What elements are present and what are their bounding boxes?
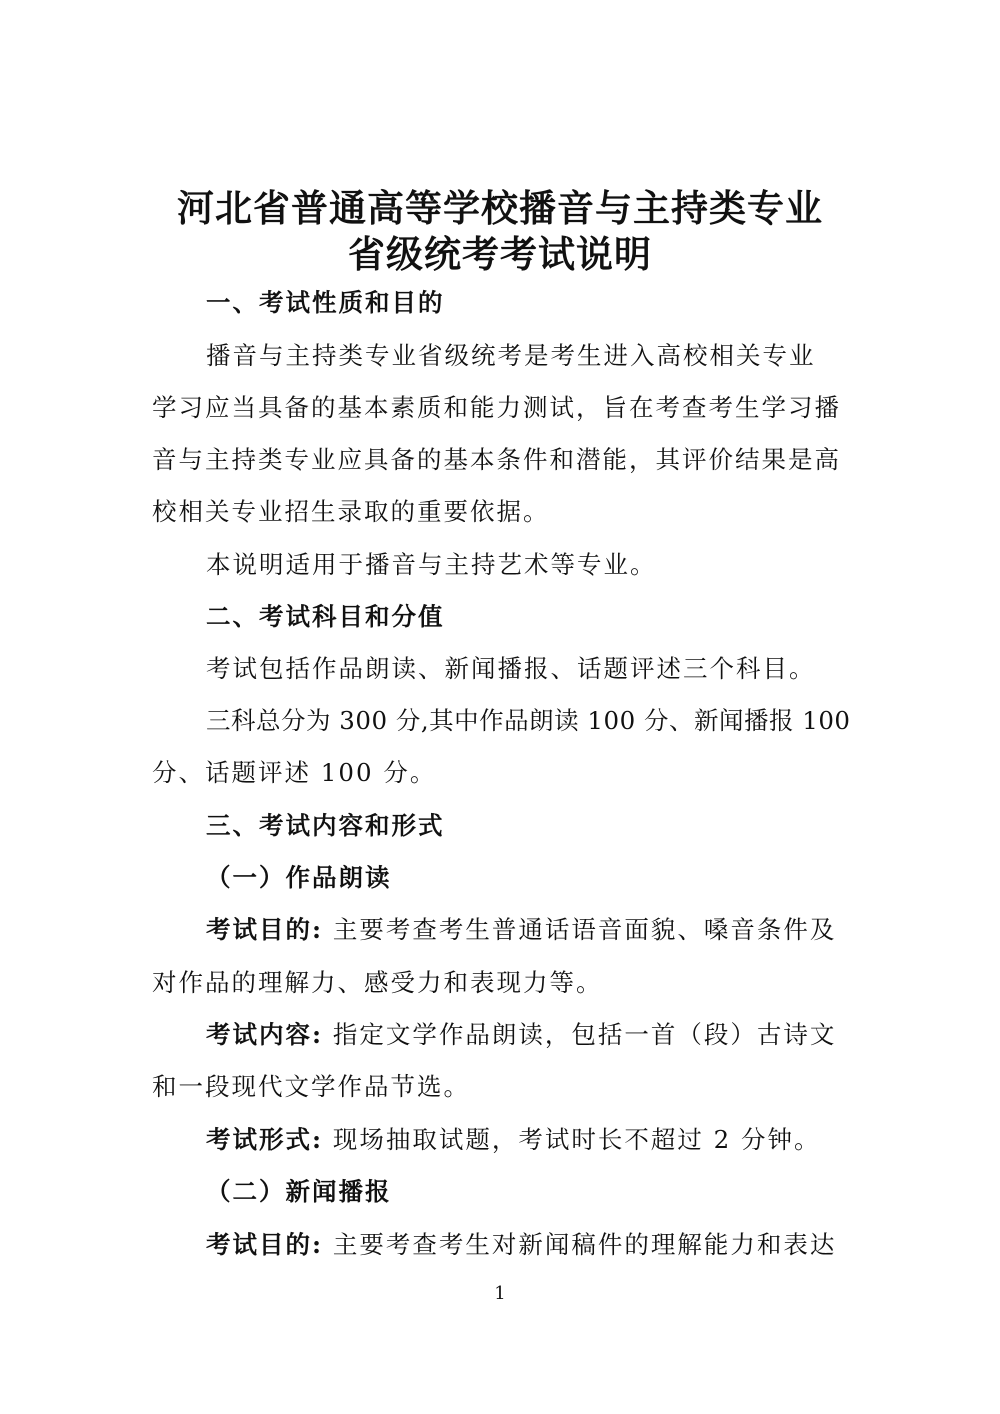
paragraph-text: 主要考查考生对新闻稿件的理解能力和表达 xyxy=(323,1230,837,1259)
subsection-heading-2: （二）新闻播报 xyxy=(206,1177,392,1206)
lead-label: 考试目的: xyxy=(206,915,324,944)
paragraph-line: 和一段现代文学作品节选。 xyxy=(152,1072,470,1101)
paragraph-line: 学习应当具备的基本素质和能力测试，旨在考查考生学习播 xyxy=(152,393,841,422)
paragraph-line: 校相关专业招生录取的重要依据。 xyxy=(152,497,550,526)
section-heading-2: 二、考试科目和分值 xyxy=(206,602,445,631)
document-title-line-1: 河北省普通高等学校播音与主持类专业 xyxy=(177,186,823,230)
paragraph-text: 现场抽取试题，考试时长不超过 2 分钟。 xyxy=(323,1125,821,1154)
paragraph-text: 指定文学作品朗读，包括一首（段）古诗文 xyxy=(323,1020,837,1049)
paragraph-text: 主要考查考生普通话语音面貌、嗓音条件及 xyxy=(323,915,837,944)
paragraph-line: 考试包括作品朗读、新闻播报、话题评述三个科目。 xyxy=(206,654,816,683)
document-title-line-2: 省级统考考试说明 xyxy=(348,232,652,276)
subsection-heading-1: （一）作品朗读 xyxy=(206,863,392,892)
paragraph-line: 本说明适用于播音与主持艺术等专业。 xyxy=(206,550,657,579)
section-heading-1: 一、考试性质和目的 xyxy=(206,288,445,317)
paragraph-line xyxy=(206,1228,852,1262)
paragraph-line: 播音与主持类专业省级统考是考生进入高校相关专业 xyxy=(206,341,816,370)
lead-label: 考试目的: xyxy=(206,1230,324,1259)
paragraph-line xyxy=(206,913,852,947)
paragraph-line: 对作品的理解力、感受力和表现力等。 xyxy=(152,968,603,997)
paragraph-line: 三科总分为 300 分,其中作品朗读 100 分、新闻播报 100 xyxy=(206,706,851,735)
lead-label: 考试内容: xyxy=(206,1020,324,1049)
paragraph-line: 分、话题评述 100 分。 xyxy=(152,758,437,787)
lead-label: 考试形式: xyxy=(206,1125,324,1154)
paragraph-line xyxy=(206,1123,852,1157)
page-number: 1 xyxy=(494,1283,506,1304)
paragraph-line: 音与主持类专业应具备的基本条件和潜能，其评价结果是高 xyxy=(152,445,841,474)
paragraph-line xyxy=(206,1018,852,1052)
section-heading-3: 三、考试内容和形式 xyxy=(206,811,445,840)
